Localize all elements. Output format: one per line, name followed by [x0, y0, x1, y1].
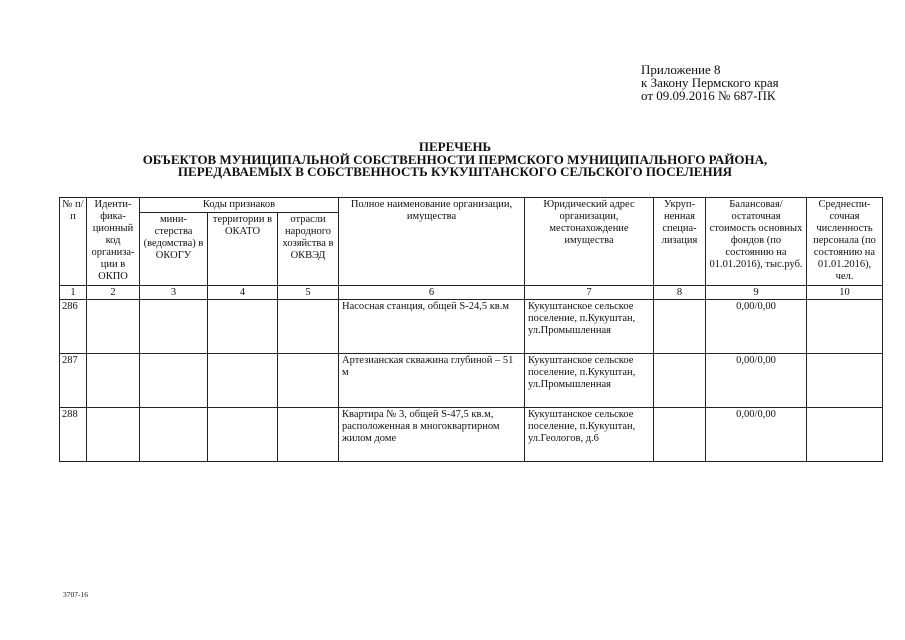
- title-line-3: ПЕРЕДАВАЕМЫХ В СОБСТВЕННОСТЬ КУКУШТАНСКОГО СЕЛЬСКОГО ПОСЕЛЕНИЯ: [177, 164, 733, 179]
- row-staff: [807, 354, 883, 408]
- appendix-line-3: от 09.09.2016 № 687-ПК: [641, 88, 776, 103]
- header-codes-group: Коды признаков: [140, 198, 339, 213]
- row-name: Артезианская скважина глубиной – 51 м: [339, 354, 525, 408]
- row-okved: [278, 354, 339, 408]
- table-row: [60, 300, 883, 354]
- row-okogu: [140, 408, 208, 462]
- row-okato: [208, 300, 278, 354]
- row-address: Кукуштанское сельское поселение, п.Кукуштан, ул.Геологов, д.6: [525, 408, 654, 462]
- col-number: 7: [525, 286, 654, 300]
- col-number: 9: [706, 286, 807, 300]
- header-okogu: мини-стерства (ведомства) в ОКОГУ: [140, 213, 208, 286]
- header-okved: отрасли народного хозяйства в ОКВЭД: [278, 213, 339, 286]
- row-okpo: [87, 354, 140, 408]
- header-num: № п/п: [60, 198, 87, 286]
- title-line-1: ПЕРЕЧЕНЬ: [418, 139, 492, 154]
- row-address: Кукуштанское сельское поселение, п.Кукуштан, ул.Промышленная: [525, 300, 654, 354]
- header-okato: территории в ОКАТО: [208, 213, 278, 286]
- header-balance: Балансовая/ остаточная стоимость основных фондов (по состоянию на 01.01.2016), тыс.руб.: [706, 198, 807, 286]
- row-name: Квартира № 3, общей S-47,5 кв.м, расположенная в многоквартирном жилом доме: [339, 408, 525, 462]
- row-num: 286: [60, 300, 87, 354]
- row-okpo: [87, 408, 140, 462]
- col-number: 1: [60, 286, 87, 300]
- row-name: Насосная станция, общей S-24,5 кв.м: [339, 300, 525, 354]
- table-row: [60, 354, 883, 408]
- row-okato: [208, 354, 278, 408]
- row-address: Кукуштанское сельское поселение, п.Кукуштан, ул.Промышленная: [525, 354, 654, 408]
- row-balance: 0,00/0,00: [706, 408, 807, 462]
- col-number: 2: [87, 286, 140, 300]
- header-staff: Среднеспи-сочная численность персонала (по состоянию на 01.01.2016), чел.: [807, 198, 883, 286]
- row-staff: [807, 408, 883, 462]
- row-okato: [208, 408, 278, 462]
- row-staff: [807, 300, 883, 354]
- appendix-line-2: к Закону Пермского края: [641, 75, 779, 90]
- row-spec: [654, 300, 706, 354]
- row-num: 287: [60, 354, 87, 408]
- appendix-block: [641, 63, 779, 102]
- column-number-row: [60, 286, 883, 300]
- row-okogu: [140, 354, 208, 408]
- header-name: Полное наименование организации, имущества: [339, 198, 525, 286]
- row-balance: 0,00/0,00: [706, 354, 807, 408]
- header-spec: Укруп-ненная специа-лизация: [654, 198, 706, 286]
- col-number: 4: [208, 286, 278, 300]
- row-okogu: [140, 300, 208, 354]
- col-number: 6: [339, 286, 525, 300]
- row-okved: [278, 300, 339, 354]
- row-spec: [654, 354, 706, 408]
- row-num: 288: [60, 408, 87, 462]
- appendix-line-1: Приложение 8: [641, 62, 721, 77]
- property-table: [59, 197, 883, 462]
- col-number: 8: [654, 286, 706, 300]
- table-row: [60, 408, 883, 462]
- header-address: Юридический адрес организации, местонахождение имущества: [525, 198, 654, 286]
- row-okpo: [87, 300, 140, 354]
- row-okved: [278, 408, 339, 462]
- header-okpo: Иденти-фика-ционный код организа-ции в ОКПО: [87, 198, 140, 286]
- col-number: 3: [140, 286, 208, 300]
- document-title: [60, 141, 850, 179]
- row-spec: [654, 408, 706, 462]
- title-line-2: ОБЪЕКТОВ МУНИЦИПАЛЬНОЙ СОБСТВЕННОСТИ ПЕРМСКОГО МУНИЦИПАЛЬНОГО РАЙОНА,: [142, 151, 768, 167]
- col-number: 5: [278, 286, 339, 300]
- header-row-1: [60, 198, 883, 213]
- row-balance: 0,00/0,00: [706, 300, 807, 354]
- col-number: 10: [807, 286, 883, 300]
- footer-code: 3707-16: [63, 590, 88, 599]
